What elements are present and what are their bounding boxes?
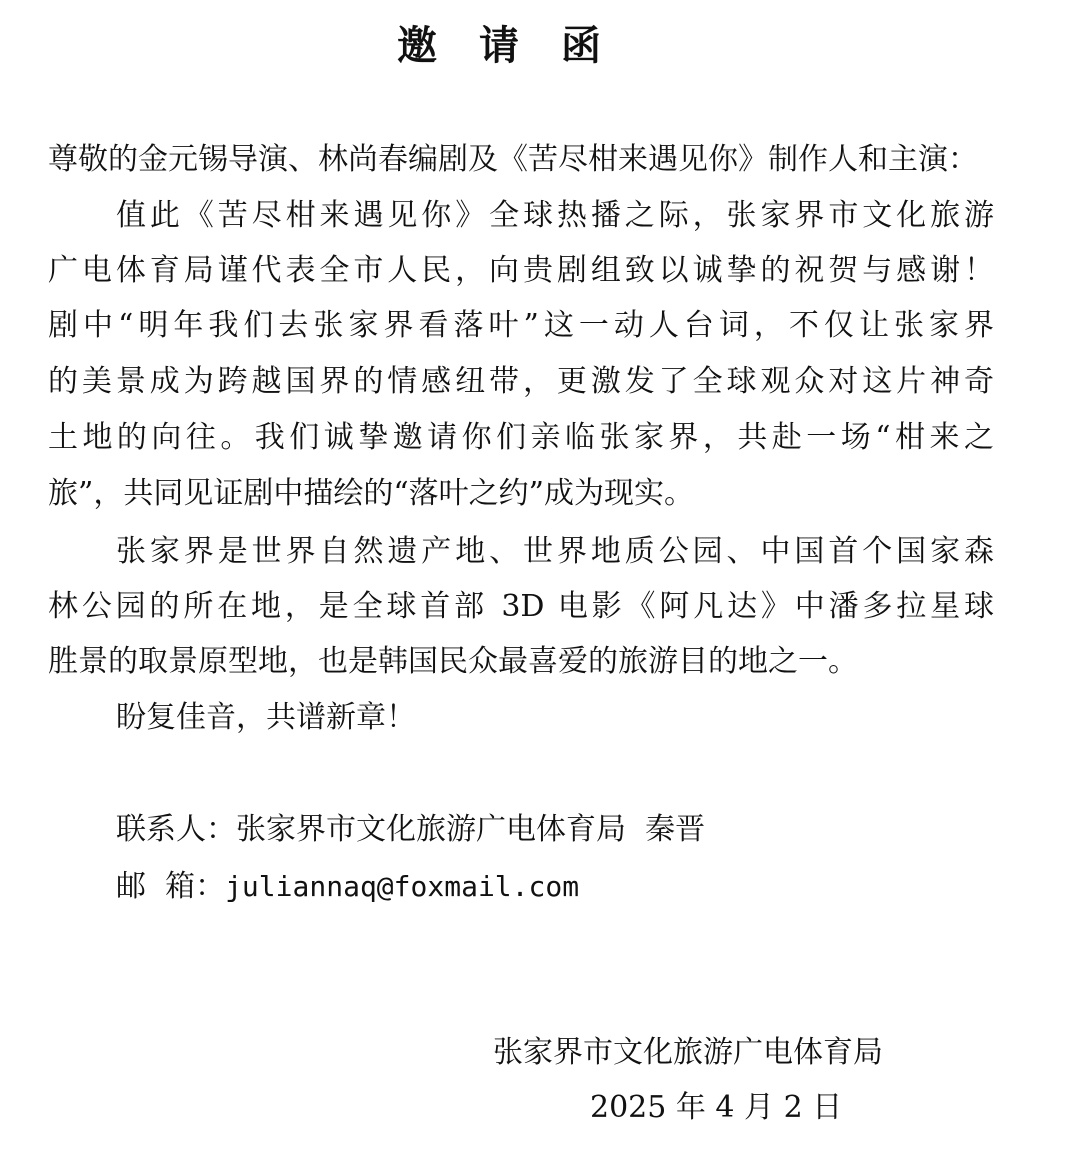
contact-line — [116, 810, 705, 850]
email-line — [116, 867, 579, 907]
email-label: 邮 箱： — [116, 869, 226, 904]
paragraph-line: 张家界是世界自然遗产地、世界地质公园、中国首个国家森 — [116, 534, 994, 569]
paragraph-line: 林公园的所在地，是全球首部 3D 电影《阿凡达》中潘多拉星球 — [48, 589, 994, 624]
paragraph-line: 旅”，共同见证剧中描绘的“落叶之约”成为现实。 — [48, 476, 695, 511]
signature-date: 2025 年 4 月 2 日 — [590, 1090, 843, 1125]
signature-org: 张家界市文化旅游广电体育局 — [493, 1035, 883, 1070]
paragraph-line: 的美景成为跨越国界的情感纽带，更激发了全球观众对这片神奇 — [48, 364, 994, 399]
paragraph-line: 值此《苦尽柑来遇见你》全球热播之际，张家界市文化旅游 — [116, 198, 994, 233]
salutation: 尊敬的金元锡导演、林尚春编剧及《苦尽柑来遇见你》制作人和主演： — [48, 142, 978, 177]
paragraph-line: 土地的向往。我们诚挚邀请你们亲临张家界，共赴一场“柑来之 — [48, 420, 994, 455]
contact-value: 张家界市文化旅游广电体育局 秦晋 — [236, 812, 706, 847]
email-address[interactable]: juliannaq@foxmail.com — [225, 870, 580, 903]
closing-line: 盼复佳音，共谱新章！ — [116, 700, 416, 735]
document-title: 邀请函 — [397, 22, 643, 69]
contact-label: 联系人： — [116, 812, 236, 847]
paragraph-line: 广电体育局谨代表全市人民，向贵剧组致以诚挚的祝贺与感谢！ — [48, 253, 994, 288]
paragraph-line: 剧中“明年我们去张家界看落叶”这一动人台词，不仅让张家界 — [48, 308, 994, 343]
paragraph-line: 胜景的取景原型地，也是韩国民众最喜爱的旅游目的地之一。 — [48, 644, 858, 679]
